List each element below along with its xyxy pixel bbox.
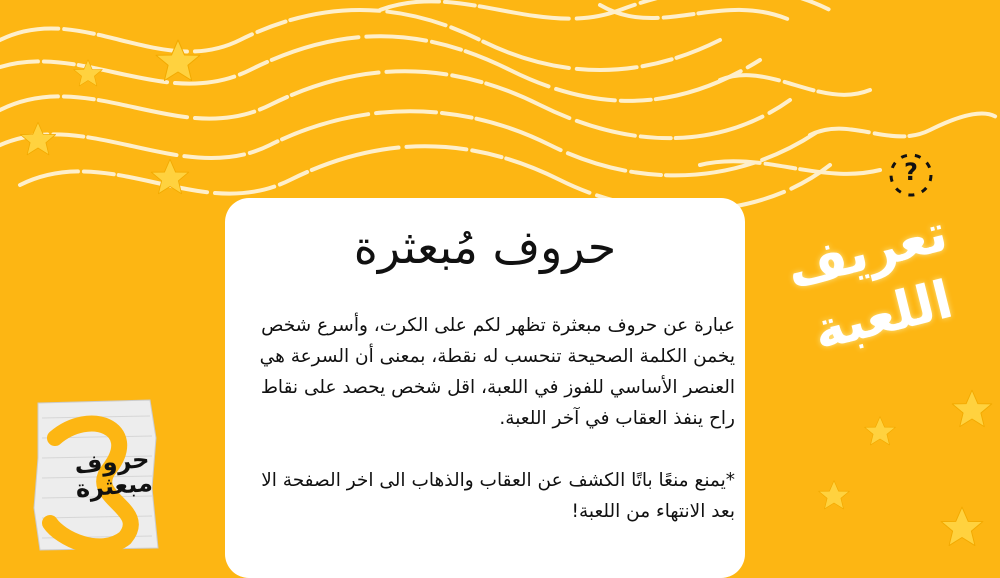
card-paragraph: عبارة عن حروف مبعثرة تظهر لكم على الكرت، وأسرع شخص يخمن الكلمة الصحيحة تنحسب له نقطة، بمعنى أن السرعة هي العنصر الأساسي للفوز في اللعبة، اقل شخص يحصد على نقاط راح ينفذ العقاب في آخر اللعبة. xyxy=(259,315,735,429)
question-bubble xyxy=(886,150,936,200)
logo-text: حروف مبعثرة xyxy=(73,444,154,504)
side-title: تعريف اللعبة xyxy=(780,203,959,363)
question-mark: ? xyxy=(904,158,918,186)
content-card xyxy=(225,198,745,578)
logo xyxy=(30,398,165,553)
wavy-lines xyxy=(0,0,1000,210)
card-body xyxy=(235,310,735,527)
card-note: *يمنع منعًا باتًا الكشف عن العقاب والذهاب الى اخر الصفحة الا بعد الانتهاء من اللعبة! xyxy=(261,470,735,522)
card-title: حروف مُبعثرة xyxy=(353,220,617,274)
